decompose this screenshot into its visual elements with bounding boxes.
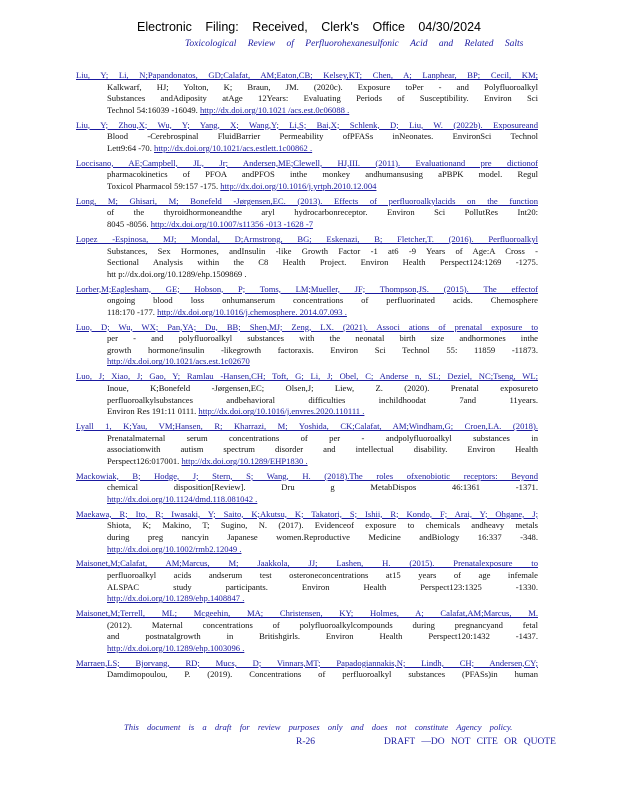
reference-line: Inoue, K;Bonefeld -Jørgensen,EC; Olsen,J; Liew, Z. (2020). Prenatal exposureto — [107, 382, 538, 393]
reference-entry — [76, 371, 538, 417]
doi-link[interactable]: http://dx.doi.org/10.1021/acs.estlett.1c00862 . — [154, 142, 313, 153]
reference-line: Blood -Cerebrospinal FluidBarrier Permeability ofPFASs inNeonates. EnvironSci Technol — [107, 131, 538, 142]
reference-line: associationwith autism spectrum disorder and intellectual disability. Environ Health — [107, 444, 538, 455]
doi-link[interactable]: http://dx.doi.org/10.1289/ehp.1003096 . — [107, 642, 245, 653]
reference-line: Damdimopoulou, P. (2019). Concentrations of perfluoroalkyl substances (PFASs)in human — [107, 669, 538, 680]
reference-line: chemical disposition[Review]. Dru g MetabDispos 46:1361 -1371. — [107, 482, 538, 493]
reference-line: Maisonet,M;Terrell, ML; Mcgeehin, MA; Christensen, KY; Holmes, A; Calafat,AM;Marcus, M. — [76, 608, 538, 619]
reference-entry — [76, 658, 538, 681]
reference-line: perfluoroalkyl acids andserum test osteroneconcentrations at15 years of age infemale — [107, 570, 538, 581]
reference-line: Loccisano, AE;Campbell, JL, Jr; Andersen,ME;Clewell, HJ,III. (2011). Evaluationand pre dictionof — [76, 157, 538, 168]
doi-link[interactable]: http://dx.doi.org/10.1289/ehp.1408847 . — [107, 593, 245, 604]
reference-line — [76, 494, 538, 506]
doi-link[interactable]: http://dx.doi.org/10.1289/EHP1830 . — [181, 455, 308, 466]
reference-line — [76, 356, 538, 368]
doi-link[interactable]: http://dx.doi.org/10.1124/dmd.118.081042 . — [107, 493, 258, 504]
reference-line: ongoing blood loss onhumanserum concentrations of perfluorinated acids. Chemosphere — [107, 295, 538, 306]
reference-line — [76, 593, 538, 605]
reference-line: (2012). Maternal concentrations of polyfluoroalkylcompounds during pregnancyand fetal — [107, 619, 538, 630]
reference-line: Liu, Y; Zhou,X; Wu, Y; Yang, X; Wang,Y; Li,S; Bai,X; Schlenk, D; Liu, W. (2022b). Exposureand — [76, 119, 538, 130]
reference-list — [76, 70, 538, 684]
reference-entry — [76, 234, 538, 280]
reference-line: Substances, Sex Hormones, andInsulin -like Growth Factor -1 at6 -9 Years of Age:A Cross - — [107, 245, 538, 256]
reference-line: per - and polyfluoroalkyl substances with the neonatal birth size andhormones inthe — [107, 333, 538, 344]
reference-line: Lett9:64 -70. http://dx.doi.org/10.1021/acs.estlett.1c00862 . — [107, 142, 313, 153]
reference-line: Perspect126:017001. http://dx.doi.org/10.1289/EHP1830 . — [107, 455, 308, 466]
reference-line: Substances andAdiposity atAge 12Years: Evaluating Periods of Susceptibility. Environ Sci — [107, 93, 538, 104]
reference-line: Liu, Y; Li, N;Papandonatos, GD;Calafat, AM;Eaton,CB; Kelsey,KT; Chen, A; Lanphear, BP; Cecil, KM; — [76, 70, 538, 80]
reference-line — [76, 544, 538, 556]
doi-link[interactable]: http://dx.doi.org/10.1021 /acs.est.0c06088 . — [199, 104, 350, 115]
doi-link[interactable]: http://dx.doi.org/10.1021/acs.est.1c02670 — [107, 356, 250, 367]
reference-line: during preg nancyin Japanese women.Reproductive Medicine andBiology 16:337 -348. — [107, 531, 538, 542]
reference-line: and postnatalgrowth in Britishgirls. Environ Health Perspect120:1432 -1437. — [107, 631, 538, 642]
reference-line: Sectional Analysis within the C8 Health Project. Environ Health Perspect124:1269 -1275. — [107, 257, 538, 268]
reference-line: 8045 -8056. http://dx.doi.org/10.1007/s11356 -013 -1628 -7 — [107, 219, 314, 230]
reference-entry — [76, 608, 538, 654]
reference-line: Lopez -Espinosa, MJ; Mondal, D;Armstrong, BG; Eskenazi, B; Fletcher,T. (2016). Perfluoroalkyl — [76, 233, 538, 244]
doi-link[interactable]: http://dx.doi.org/10.1002/rmb2.12049 . — [107, 543, 242, 554]
reference-line: Toxicol Pharmacol 59:157 -175. http://dx.doi.org/10.1016/j.yrtph.2010.12.004 — [107, 180, 377, 191]
reference-line: Long, M; Ghisari, M; Bonefeld -Jørgensen,EC. (2013). Effects of perfluoroalkylacids on the function — [76, 195, 538, 206]
reference-entry — [76, 509, 538, 555]
reference-line: Maisonet,M;Calafat, AM;Marcus, M; Jaakkola, JJ; Lashen, H. (2015). Prenatalexposure to — [76, 558, 538, 569]
reference-line: ALSPAC study participants. Environ Health Perspect123:1325 -1330. — [107, 581, 538, 592]
reference-line: Lyall 1, K;Yau, VM;Hansen, R; Kharrazi, M; Yoshida, CK;Calafat, AM;Windham,G; Croen,LA. (2018). — [76, 421, 538, 431]
doi-link[interactable]: http://dx.doi.org/10.1016/j.chemosphere. 2014.07.093 . — [157, 306, 347, 317]
reference-entry — [76, 421, 538, 467]
reference-entry — [76, 471, 538, 506]
reference-entry — [76, 322, 538, 368]
reference-line: Mackowiak, B; Hodge, J; Stern, S; Wang, H. (2018).The roles ofxenobiotic receptors: Beyond — [76, 470, 538, 481]
reference-line: htt p://dx.doi.org/10.1289/ehp.1509869 . — [107, 268, 247, 279]
reference-line: Prenatalmaternal serum concentrations of per - andpolyfluoroalkyl substances in — [107, 432, 538, 443]
reference-line: Luo, J; Xiao, J; Gao, Y; Ramlau -Hansen,CH; Toft, G; Li, J; Obel, C; Anderse n, SL; Deziel, NC;Tseng, WL; — [76, 371, 538, 382]
reference-line: perfluoroalkylsubstances andbehavioral difficulties inchildhoodat 7and 11years. — [107, 394, 538, 405]
draft-disclaimer: This document is a draft for review purposes only and does not constitute Agency policy. — [124, 722, 513, 732]
doi-link[interactable]: http://dx.doi.org/10.1016/j.envres.2020.110111 . — [198, 406, 365, 417]
reference-line: Marraen,LS; Bjorvang, RD; Mucs, D; Vinnars,MT; Papadogiannakis,N; Lindh, CH; Andersen,CY; — [76, 657, 538, 668]
filing-stamp: Electronic Filing: Received, Clerk's Office 04/30/2024 — [137, 20, 481, 34]
reference-line: pharmacokinetics of PFOA andPFOS inthe monkey andhumansusing aPBPK model. Regul — [107, 169, 538, 180]
running-title: Toxicological Review of Perfluorohexanesulfonic Acid and Related Salts — [185, 39, 524, 49]
draft-notice: DRAFT —DO NOT CITE OR QUOTE — [384, 737, 556, 747]
reference-entry — [76, 196, 538, 231]
reference-line: Technol 54:16039 -16049. http://dx.doi.org/10.1021 /acs.est.0c06088 . — [107, 104, 350, 115]
reference-line: Kalkwarf, HJ; Yolton, K; Braun, JM. (2020c). Exposure toPer - and Polyfluoroalkyl — [107, 81, 538, 92]
reference-line: Shiota, K; Makino, T; Sugino, N. (2017). Evidenceof exposure to chemicals andheavy metals — [107, 520, 538, 531]
reference-line: Luo, D; Wu, WX; Pan,YA; Du, BB; Shen,MJ; Zeng, LX. (2021). Associ ations of prenatal exposure to — [76, 321, 538, 332]
reference-line: Maekawa, R; Ito, R; Iwasaki, Y; Saito, K;Akutsu, K; Takatori, S; Ishii, R; Kondo, F; Arai, Y; Ohgane, J; — [76, 508, 538, 519]
doi-link[interactable]: http://dx.doi.org/10.1007/s11356 -013 -1628 -7 — [150, 219, 314, 230]
reference-line: Lorber,M;Eaglesham, GE; Hobson, P; Toms, LM;Mueller, JF; Thompson,JS. (2015). The effectof — [76, 283, 538, 294]
reference-line: growth hormone/insulin -likegrowth factoraxis. Environ Sci Technol 55: 11859 -11873. — [107, 344, 538, 355]
reference-entry — [76, 158, 538, 193]
reference-line: 118:170 -177. http://dx.doi.org/10.1016/j.chemosphere. 2014.07.093 . — [107, 306, 347, 317]
reference-entry — [76, 284, 538, 319]
page-number: R-26 — [296, 737, 315, 747]
reference-entry — [76, 120, 538, 155]
reference-entry — [76, 558, 538, 604]
reference-line: of the thyroidhormoneandthe aryl hydrocarbonreceptor. Environ Sci PollutRes Int20: — [107, 207, 538, 218]
reference-line — [76, 643, 538, 655]
reference-line: Environ Res 191:11 0111. http://dx.doi.org/10.1016/j.envres.2020.110111 . — [107, 406, 365, 417]
doi-link[interactable]: http://dx.doi.org/10.1016/j.yrtph.2010.12.004 — [220, 180, 377, 191]
reference-entry — [76, 70, 538, 116]
